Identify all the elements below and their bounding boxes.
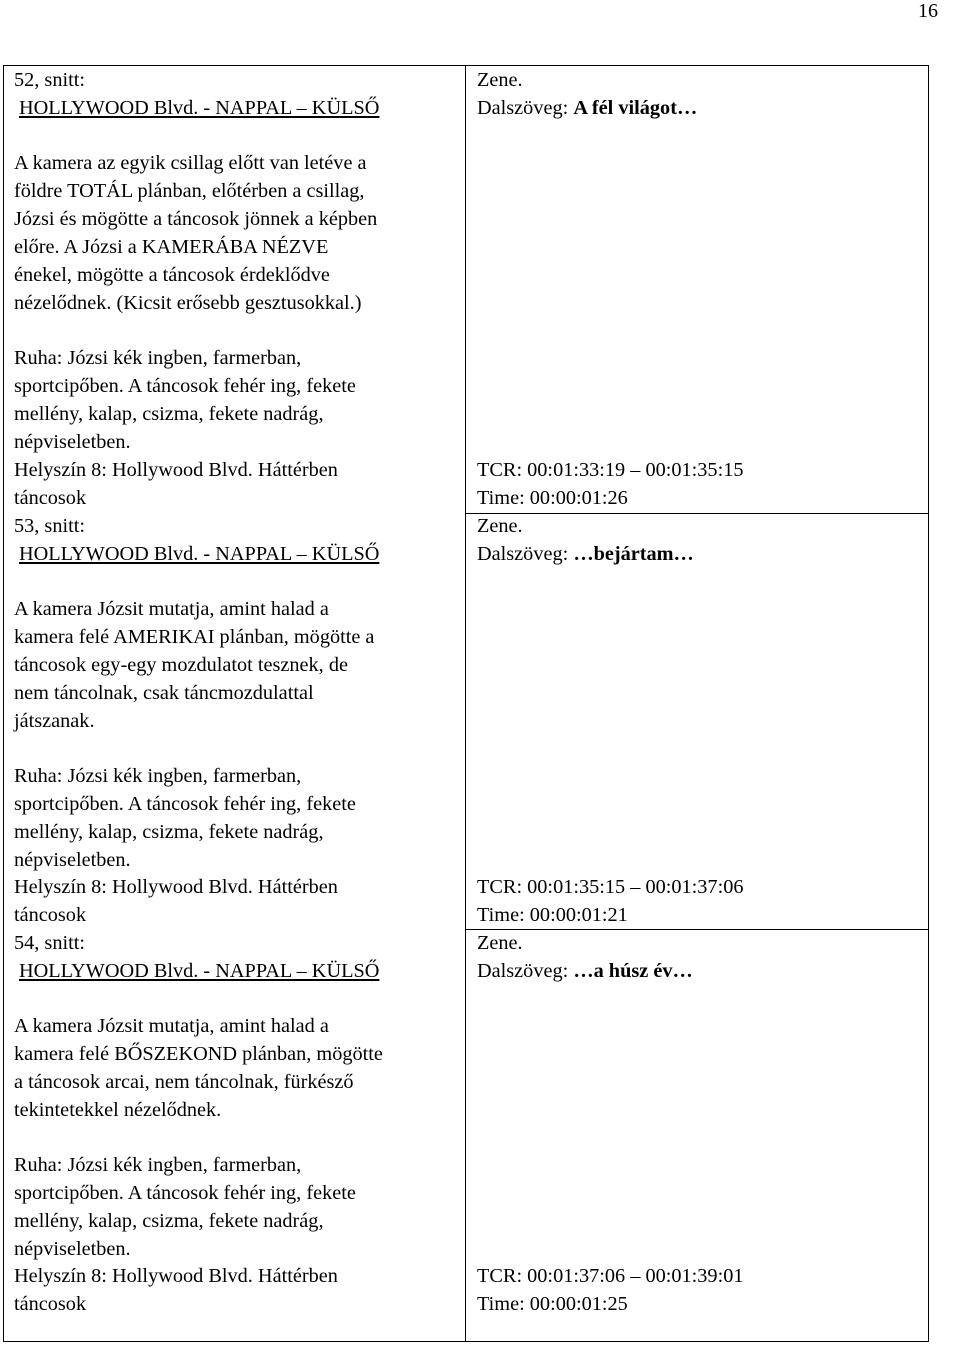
scene-action-line: táncosok egy-egy mozdulatot tesznek, de (14, 654, 348, 676)
music-label: Zene. (477, 932, 523, 954)
lyrics-text: …bejártam… (573, 543, 694, 565)
lyrics-label: Dalszöveg: (477, 960, 574, 982)
scene-action-line: A kamera Józsit mutatja, amint halad a (14, 1015, 329, 1037)
costume-line: Ruha: Józsi kék ingben, farmerban, (14, 765, 302, 787)
lyrics-text: …a húsz év… (573, 960, 693, 982)
scene-action-line: tekintetekkel nézelődnek. (14, 1099, 222, 1121)
costume-line: sportcipőben. A táncosok fehér ing, fekete (14, 1182, 356, 1204)
lyrics-line (477, 540, 694, 568)
costume-line: mellény, kalap, csizma, fekete nadrág, (14, 821, 324, 843)
scene-action-line: nézelődnek. (Kicsit erősebb gesztusokkal.) (14, 292, 362, 314)
scene-location: HOLLYWOOD Blvd. - NAPPAL – KÜLSŐ (19, 97, 380, 119)
row-divider (465, 929, 928, 930)
lyrics-text: A fél világot… (573, 97, 698, 119)
costume-line: népviseletben. (14, 431, 131, 453)
costume-line: népviseletben. (14, 849, 131, 871)
lyrics-label: Dalszöveg: (477, 543, 574, 565)
costume-line: sportcipőben. A táncosok fehér ing, fekete (14, 375, 356, 397)
place-line: táncosok (14, 904, 87, 926)
scene-action-line: játszanak. (14, 710, 95, 732)
music-label: Zene. (477, 515, 523, 537)
scene-header: 54, snitt: (14, 932, 85, 954)
scene-header: 52, snitt: (14, 69, 85, 91)
place-line: táncosok (14, 487, 87, 509)
column-divider (465, 66, 466, 1341)
music-label: Zene. (477, 69, 523, 91)
scene-action-line: A kamera Józsit mutatja, amint halad a (14, 598, 329, 620)
scene-header: 53, snitt: (14, 515, 85, 537)
page-number: 16 (918, 0, 938, 22)
scene-action-line: a táncosok arcai, nem táncolnak, fürkésző (14, 1071, 354, 1093)
costume-line: mellény, kalap, csizma, fekete nadrág, (14, 1210, 324, 1232)
timecode-range: TCR: 00:01:37:06 – 00:01:39:01 (477, 1265, 744, 1287)
scene-action-line: nem táncolnak, csak táncmozdulattal (14, 682, 314, 704)
place-line: Helyszín 8: Hollywood Blvd. Háttérben (14, 876, 338, 898)
costume-line: népviseletben. (14, 1238, 131, 1260)
place-line: Helyszín 8: Hollywood Blvd. Háttérben (14, 1265, 338, 1287)
scene-action-line: énekel, mögötte a táncosok érdeklődve (14, 264, 330, 286)
timecode-range: TCR: 00:01:33:19 – 00:01:35:15 (477, 459, 744, 481)
scene-action-line: Józsi és mögötte a táncosok jönnek a képben (14, 208, 378, 230)
scene-action-line: földre TOTÁL plánban, előtérben a csillag, (14, 180, 365, 202)
timecode-range: TCR: 00:01:35:15 – 00:01:37:06 (477, 876, 744, 898)
duration: Time: 00:00:01:21 (477, 904, 628, 926)
lyrics-line (477, 957, 693, 985)
scene-action-line: A kamera az egyik csillag előtt van letéve a (14, 152, 367, 174)
scene-location: HOLLYWOOD Blvd. - NAPPAL – KÜLSŐ (19, 543, 380, 565)
scene-location: HOLLYWOOD Blvd. - NAPPAL – KÜLSŐ (19, 960, 380, 982)
costume-line: sportcipőben. A táncosok fehér ing, fekete (14, 793, 356, 815)
costume-line: Ruha: Józsi kék ingben, farmerban, (14, 347, 302, 369)
place-line: Helyszín 8: Hollywood Blvd. Háttérben (14, 459, 338, 481)
scene-action-line: kamera felé BŐSZEKOND plánban, mögötte (14, 1043, 383, 1065)
scene-action-line: kamera felé AMERIKAI plánban, mögötte a (14, 626, 375, 648)
lyrics-line (477, 94, 697, 122)
place-line: táncosok (14, 1293, 87, 1315)
row-divider (465, 513, 928, 514)
costume-line: mellény, kalap, csizma, fekete nadrág, (14, 403, 324, 425)
costume-line: Ruha: Józsi kék ingben, farmerban, (14, 1154, 302, 1176)
lyrics-label: Dalszöveg: (477, 97, 574, 119)
scene-action-line: előre. A Józsi a KAMERÁBA NÉZVE (14, 236, 329, 258)
duration: Time: 00:00:01:26 (477, 487, 628, 509)
duration: Time: 00:00:01:25 (477, 1293, 628, 1315)
